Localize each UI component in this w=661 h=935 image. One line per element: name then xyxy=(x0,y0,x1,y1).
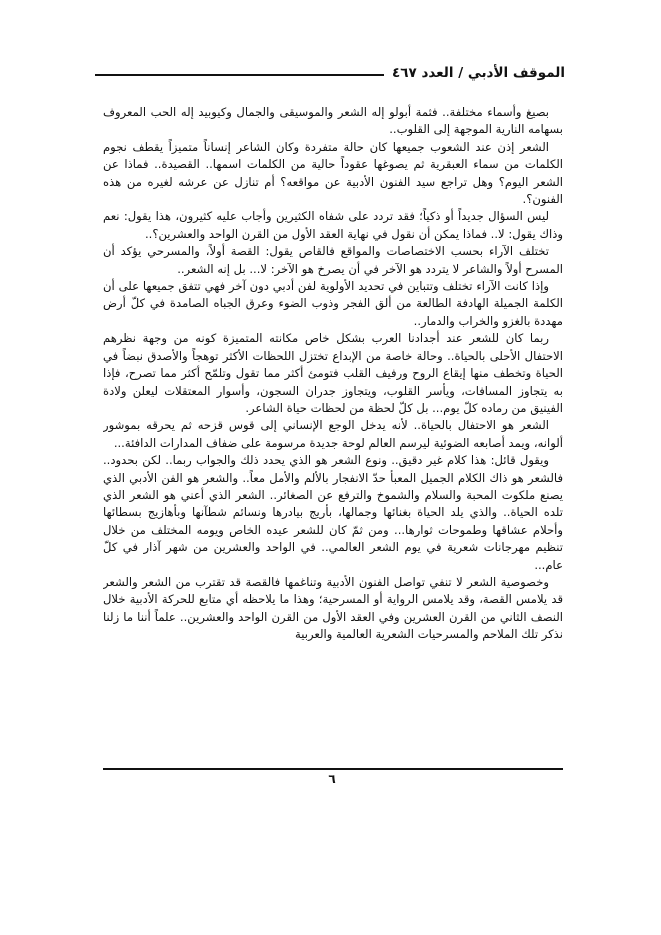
paragraph: ليس السؤال جديداً أو ذكياً؛ فقد تردد على شفاه الكثيرين وأجاب عليه كثيرون، هذا يقول: نعم وذاك يقول: لا.. فماذا يمكن أن نقول في نهاية العقد الأول من القرن الواحد والعشرين؟.. xyxy=(103,209,563,241)
paragraph: بصيغ وأسماء مختلفة.. فثمة أبولو إله الشعر والموسيقى والجمال وكيوبيد إله الحب المعروف بسهامه النارية الموجهة إلى القلوب.. xyxy=(103,105,563,137)
paragraph: الشعر هو الاحتفال بالحياة.. لأنه يدخل الوجع الإنساني إلى قوس قزحه ثم يحرقه بموشور ألوانه، ويمد أصابعه الضوئية ليرسم العالم لوحة جديدة مرسومة على ضفاف المدارات الدافئة... xyxy=(103,418,563,450)
footer-rule xyxy=(103,768,563,770)
paragraph: ويقول قائل: هذا كلام غير دقيق.. ونوع الشعر هو الذي يحدد ذلك والجواب ربما.. لكن بحدود.. فالشعر هو ذاك الكلام الجميل المعبأ حدّ الانفجار بالألم والأمل معاً.. والشعر هو الفن الأدبي الذي يصنع ملكوت المحبة والسلام والشموخ والترفع عن الصغائر.. الشعر الذي أعني هو الشعر الذي تلده الحياة.. والذي يلد الحياة بغنائها وجمالها، بأريج بيادرها ونسائم شطآنها وبأهازيج بسطائها وأحلام عشاقها وطموحات ثوارها... ومن ثمّ كان للشعر عيده الخاص ويومه المختلف من خلال تنظيم مهرجانات شعرية في يوم الشعر العالمي.. في الواحد والعشرين من شهر آذار في كلّ عام... xyxy=(103,453,563,572)
paragraph: ربما كان للشعر عند أجدادنا العرب بشكل خاص مكانته المتميزة كونه من وجهة نظرهم الاحتفال الأحلى بالحياة.. وحالة خاصة من الإبداع تختزل اللحظات الأكثر توهجاً والأصدق نبضاً في الحياة وتخطف منها إيقاع الروح ورفيف القلب فتومئ أكثر مما تقول وتلمّح أكثر مما تصرح، فإذا به يتجاوز المسافات، ويأسر القلوب، ويتجاوز جدران السجون، وأسوار المعتقلات ليعلن ولادة الفينيق من رماده كلّ يوم... بل كلّ لحظة من لحظات حياة الشاعر. xyxy=(103,331,563,415)
journal-issue-title: الموقف الأدبي / العدد ٤٦٧ xyxy=(392,65,565,81)
paragraph: الشعر إذن عند الشعوب جميعها كان حالة متفردة وكان الشاعر إنساناً متميزاً يقطف نجوم الكلمات من سماء العبقرية ثم يصوغها عقوداً حالية من الكلمات اسمها.. القصيدة.. فماذا عن الشعر اليوم؟ وهل تراجع سيد الفنون الأدبية عن مواقعه؟ أم تنازل عن عرشه لغيره من هذه الفنون؟. xyxy=(103,139,563,207)
paragraph: وإذا كانت الآراء تختلف وتتباين في تحديد الأولوية لفن أدبي دون آخر فهي تتفق جميعها على أن الكلمة الجميلة الهادفة الطالعة من ألق الفجر وذوب الضوء وعرق الجباه الصامدة في كلّ أرض مهددة بالغزو والخراب والدمار.. xyxy=(103,279,563,328)
paragraph: وخصوصية الشعر لا تنفي تواصل الفنون الأدبية وتناغمها فالقصة قد تقترب من الشعر والشعر قد يلامس القصة، وقد يلامس الرواية أو المسرحية؛ وهذا ما يلاحظه أي متابع للحركة الأدبية خلال النصف الثاني من القرن العشرين وفي العقد الأول من القرن الواحد والعشرين.. علماً أننا ما زلنا نذكر تلك الملاحم والمسرحيات الشعرية العالمية والعربية xyxy=(103,574,563,642)
paragraph: تختلف الآراء بحسب الاختصاصات والمواقع فالقاص يقول: القصة أولاً، والمسرحي يؤكد أن المسرح أولاً والشاعر لا يتردد هو الآخر في أن يصرخ هو الآخر: لا... بل إنه الشعر.. xyxy=(103,244,563,276)
page-number: ٦ xyxy=(328,772,336,786)
article-body xyxy=(103,104,563,744)
running-header xyxy=(95,62,565,84)
header-rule xyxy=(95,74,384,76)
